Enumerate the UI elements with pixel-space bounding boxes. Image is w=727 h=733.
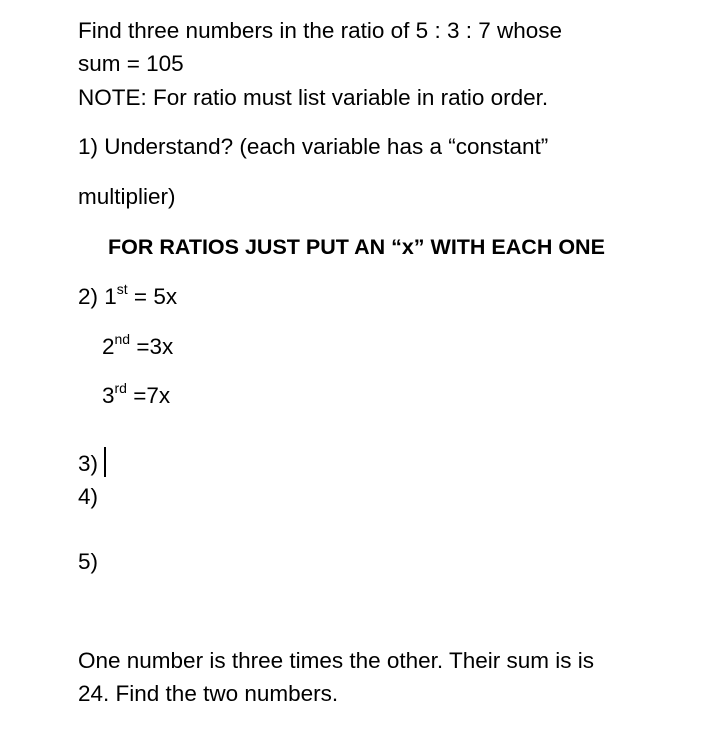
- text-cursor: [104, 447, 106, 477]
- first-expression: = 5x: [127, 284, 178, 309]
- problem1-note: NOTE: For ratio must list variable in ratio order.: [78, 85, 549, 110]
- ratio-tip-heading: FOR RATIOS JUST PUT AN “x” WITH EACH ONE: [108, 235, 605, 259]
- step5-label: 5): [78, 549, 99, 574]
- third-ordinal-number: 3: [102, 383, 115, 408]
- second-ordinal-suffix: nd: [114, 330, 131, 347]
- step1-line1: 1) Understand? (each variable has a “constant”: [78, 134, 549, 159]
- step2-second: [102, 330, 174, 360]
- second-expression: =3x: [130, 334, 174, 359]
- problem2-line2: 24. Find the two numbers.: [78, 681, 339, 706]
- problem1-line1: Find three numbers in the ratio of 5 : 3 : 7 whose: [78, 18, 563, 43]
- problem2-line1: One number is three times the other. Their sum is is: [78, 648, 595, 673]
- third-ordinal-suffix: rd: [114, 379, 127, 396]
- step3-line[interactable]: [78, 450, 106, 480]
- step3-label: 3): [78, 450, 99, 476]
- problem1-line2: sum = 105: [78, 51, 184, 76]
- step1-line2: multiplier): [78, 184, 176, 209]
- first-ordinal-number: 1: [104, 284, 117, 309]
- step2-first: [78, 280, 178, 310]
- step2-label: 2): [78, 284, 105, 309]
- first-ordinal-suffix: st: [116, 280, 128, 297]
- step4-label: 4): [78, 484, 99, 509]
- third-expression: =7x: [126, 383, 171, 408]
- step2-third: [102, 379, 171, 409]
- second-ordinal-number: 2: [102, 334, 115, 359]
